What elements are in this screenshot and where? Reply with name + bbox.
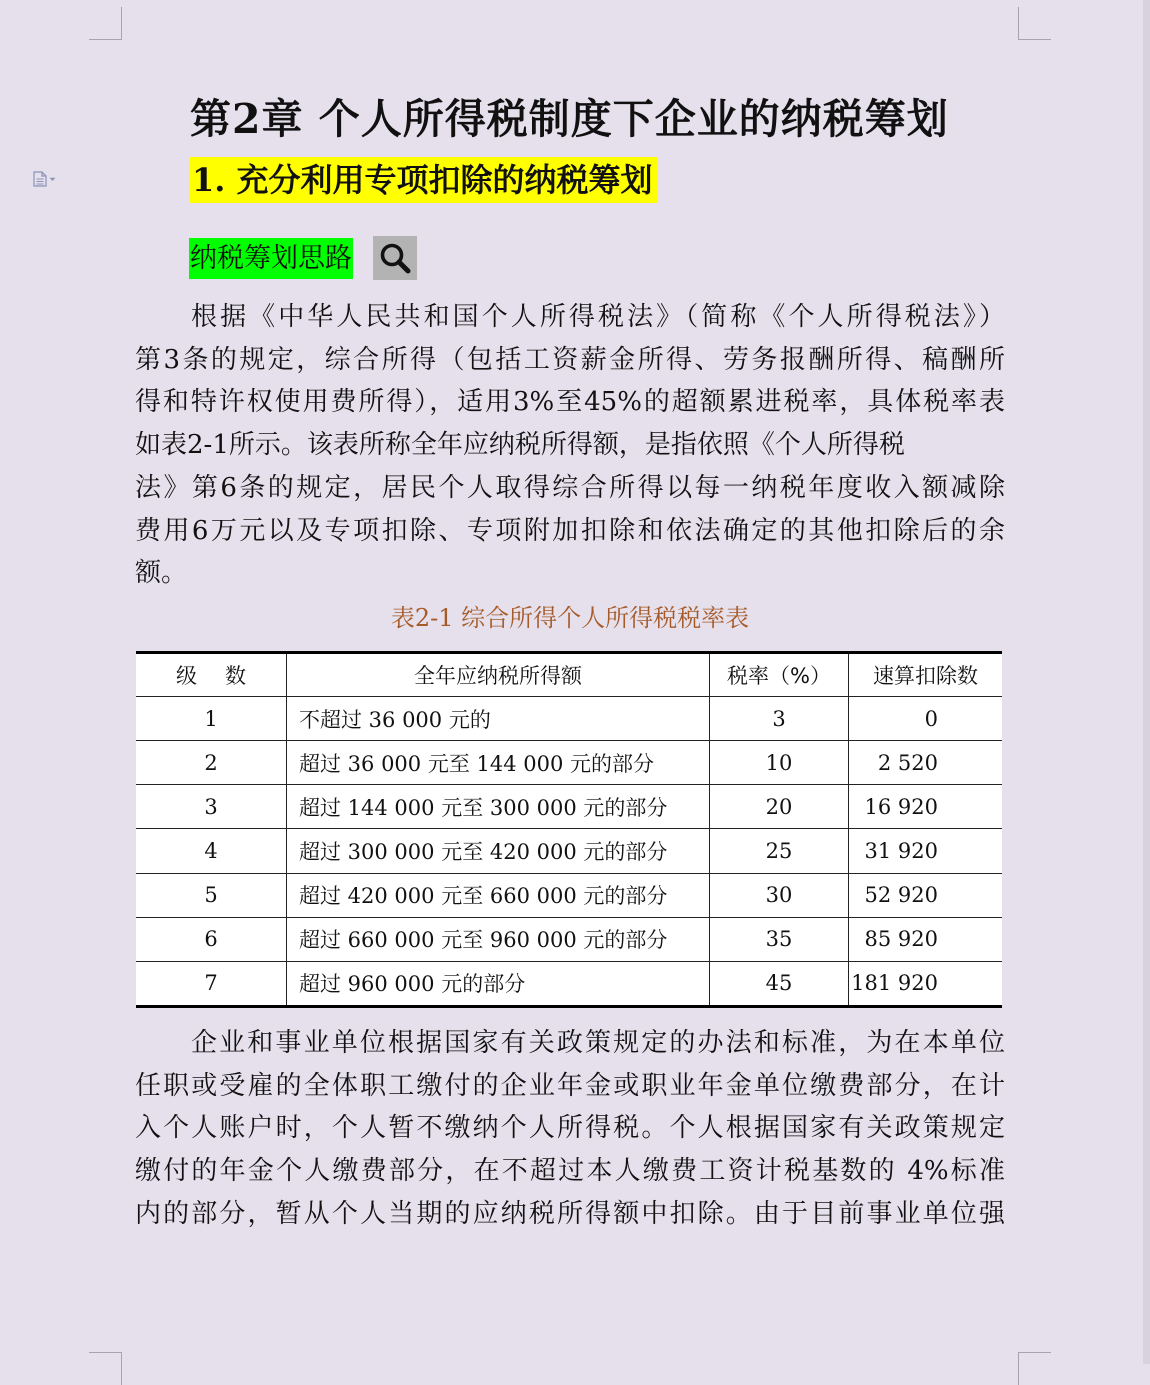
paragraph-line: 任职或受雇的全体职工缴付的企业年金或职业年金单位缴费部分，在计 <box>135 1070 1005 1101</box>
paragraph-line: 缴付的年金个人缴费部分，在不超过本人缴费工资计税基数的 4%标准 <box>135 1156 1005 1187</box>
table-cell: 0 <box>849 697 1003 741</box>
table-cell: 85 920 <box>849 917 1003 961</box>
table-cell: 超过 660 000 元至 960 000 元的部分 <box>287 917 710 961</box>
vertical-scrollbar[interactable] <box>1143 0 1150 1364</box>
table-cell: 超过 420 000 元至 660 000 元的部分 <box>287 873 710 917</box>
table-cell: 7 <box>136 961 287 1006</box>
document-icon <box>33 171 47 187</box>
chapter-title: 第2章 个人所得税制度下企业的纳税筹划 <box>190 95 949 144</box>
page-corner-mark-top-left <box>89 7 122 40</box>
table-cell: 31 920 <box>849 829 1003 873</box>
table-cell: 6 <box>136 917 287 961</box>
page-corner-mark-bottom-right <box>1018 1352 1051 1385</box>
search-button[interactable] <box>373 236 417 280</box>
paragraph-line: 如表2-1所示。该表所称全年应纳税所得额，是指依照《个人所得税 <box>135 430 905 461</box>
column-header: 全年应纳税所得额 <box>287 653 710 697</box>
page-corner-mark-bottom-left <box>89 1352 122 1385</box>
paragraph-line: 额。 <box>135 558 188 589</box>
column-header: 税率（%） <box>710 653 849 697</box>
table-row <box>136 697 1002 741</box>
paragraph-line: 得和特许权使用费所得），适用3%至45%的超额累进税率，具体税率表 <box>135 387 1005 418</box>
table-cell: 45 <box>710 961 849 1006</box>
table-cell: 52 920 <box>849 873 1003 917</box>
table-cell: 4 <box>136 829 287 873</box>
paragraph-tax-law <box>135 296 1005 595</box>
table-caption: 表2-1 综合所得个人所得税税率表 <box>390 604 750 632</box>
paragraph-line: 法》第6条的规定，居民个人取得综合所得以每一纳税年度收入额减除 <box>135 472 1005 503</box>
table-cell: 3 <box>136 785 287 829</box>
table-cell: 3 <box>710 697 849 741</box>
table-cell: 30 <box>710 873 849 917</box>
table-row <box>136 829 1002 873</box>
table-cell: 25 <box>710 829 849 873</box>
table-cell: 10 <box>710 741 849 785</box>
table-cell: 超过 144 000 元至 300 000 元的部分 <box>287 785 710 829</box>
table-cell: 超过 36 000 元至 144 000 元的部分 <box>287 741 710 785</box>
column-header: 速算扣除数 <box>849 653 1003 697</box>
table-cell: 16 920 <box>849 785 1003 829</box>
table-row <box>136 785 1002 829</box>
paragraph-line: 内的部分，暂从个人当期的应纳税所得额中扣除。由于目前事业单位强 <box>135 1198 1005 1229</box>
table-header-row <box>136 653 1002 697</box>
table-cell: 2 520 <box>849 741 1003 785</box>
paragraph-line: 企业和事业单位根据国家有关政策规定的办法和标准，为在本单位 <box>191 1028 1005 1058</box>
chevron-down-icon <box>49 177 56 182</box>
table-cell: 超过 300 000 元至 420 000 元的部分 <box>287 829 710 873</box>
tax-rate-table <box>136 651 1002 1008</box>
paragraph-options-button[interactable] <box>33 170 59 188</box>
paragraph-line: 费用6万元以及专项扣除、专项附加扣除和依法确定的其他扣除后的余 <box>135 515 1005 546</box>
table-cell: 超过 960 000 元的部分 <box>287 961 710 1006</box>
paragraph-line: 入个人账户时，个人暂不缴纳个人所得税。个人根据国家有关政策规定 <box>135 1113 1005 1144</box>
table-cell: 1 <box>136 697 287 741</box>
paragraph-line: 第3条的规定，综合所得（包括工资薪金所得、劳务报酬所得、稿酬所 <box>135 344 1005 375</box>
section-heading: 1. 充分利用专项扣除的纳税筹划 <box>190 157 657 203</box>
table-cell: 2 <box>136 741 287 785</box>
table-cell: 35 <box>710 917 849 961</box>
column-header: 级数 <box>136 653 287 697</box>
paragraph-line: 根据《中华人民共和国个人所得税法》（简称《个人所得税法》） <box>191 302 1005 332</box>
page-corner-mark-top-right <box>1018 7 1051 40</box>
table-row <box>136 961 1002 1006</box>
table-row <box>136 917 1002 961</box>
table-cell: 不超过 36 000 元的 <box>287 697 710 741</box>
table-cell: 5 <box>136 873 287 917</box>
table-cell: 181 920 <box>849 961 1003 1006</box>
table-row <box>136 741 1002 785</box>
paragraph-annuity <box>135 1022 1005 1236</box>
search-icon <box>378 241 412 275</box>
planning-idea-label: 纳税筹划思路 <box>189 238 353 279</box>
table-cell: 20 <box>710 785 849 829</box>
table-row <box>136 873 1002 917</box>
